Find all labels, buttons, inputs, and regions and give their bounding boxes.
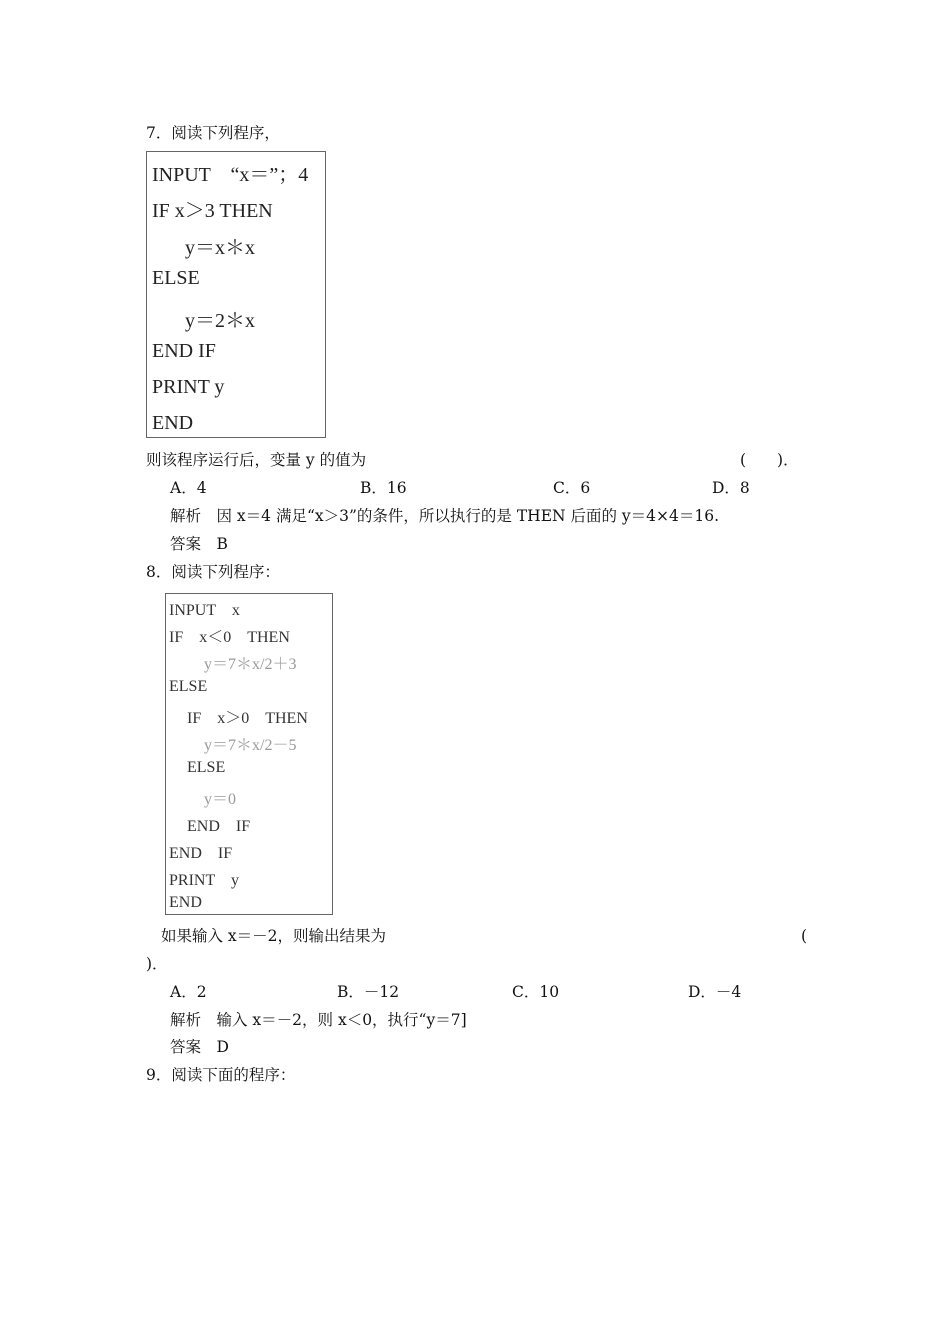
q7-code-line-5: y＝2＊x bbox=[185, 310, 255, 332]
q8-code-line-5: IF x＞0 THEN bbox=[187, 710, 308, 727]
q9-title: 9．阅读下面的程序： bbox=[146, 1066, 296, 1084]
q7-code-box bbox=[146, 151, 326, 438]
q7-title: 7．阅读下列程序， bbox=[146, 124, 280, 142]
q7-option-d: D．8 bbox=[712, 479, 750, 497]
q7-code-line-3: y＝x＊x bbox=[185, 237, 255, 259]
q7-code-line-4: ELSE bbox=[152, 267, 200, 289]
q8-code-box bbox=[165, 593, 333, 915]
q8-option-b: B．－12 bbox=[337, 983, 400, 1001]
q8-title: 8．阅读下列程序： bbox=[146, 563, 280, 581]
q8-code-line-11: PRINT y bbox=[169, 872, 239, 889]
q8-code-line-2: IF x＜0 THEN bbox=[169, 629, 290, 646]
q7-answer: 答案 B bbox=[170, 535, 228, 553]
q8-option-d: D．－4 bbox=[688, 983, 742, 1001]
q8-option-c: C．10 bbox=[512, 983, 560, 1001]
q8-code-line-7: ELSE bbox=[187, 759, 226, 776]
q8-code-line-6: y＝7＊x/2－5 bbox=[204, 737, 297, 754]
q8-question: 如果输入 x＝－2，则输出结果为 bbox=[161, 927, 387, 945]
q8-code-line-3: y＝7＊x/2＋3 bbox=[204, 656, 297, 673]
q8-paren-open: ( bbox=[801, 927, 808, 945]
q8-option-a: A．2 bbox=[170, 983, 207, 1001]
q7-option-a: A．4 bbox=[170, 479, 207, 497]
q7-code-line-1: INPUT “x＝”；4 bbox=[152, 164, 309, 186]
q7-option-b: B．16 bbox=[360, 479, 407, 497]
q7-code-line-6: END IF bbox=[152, 340, 216, 362]
q8-code-line-1: INPUT x bbox=[169, 602, 240, 619]
q7-option-c: C．6 bbox=[553, 479, 591, 497]
q8-code-line-4: ELSE bbox=[169, 678, 208, 695]
q7-question: 则该程序运行后，变量 y 的值为 bbox=[146, 451, 367, 469]
q7-analysis: 解析 因 x＝4 满足“x＞3”的条件，所以执行的是 THEN 后面的 y＝4×4＝16. bbox=[170, 507, 720, 525]
q7-paren: ( )． bbox=[740, 451, 799, 469]
q8-answer: 答案 D bbox=[170, 1038, 229, 1056]
q7-code-line-8: END bbox=[152, 412, 194, 434]
q8-code-line-10: END IF bbox=[169, 845, 233, 862]
q7-code-line-2: IF x＞3 THEN bbox=[152, 200, 273, 222]
q7-code-line-7: PRINT y bbox=[152, 376, 225, 398]
q8-paren-close: )． bbox=[146, 955, 168, 973]
q8-code-line-9: END IF bbox=[187, 818, 251, 835]
q8-code-line-12: END bbox=[169, 894, 202, 911]
q8-code-line-8: y＝0 bbox=[204, 791, 237, 808]
q8-analysis: 解析 输入 x＝－2，则 x＜0，执行“y＝7] bbox=[170, 1011, 467, 1029]
